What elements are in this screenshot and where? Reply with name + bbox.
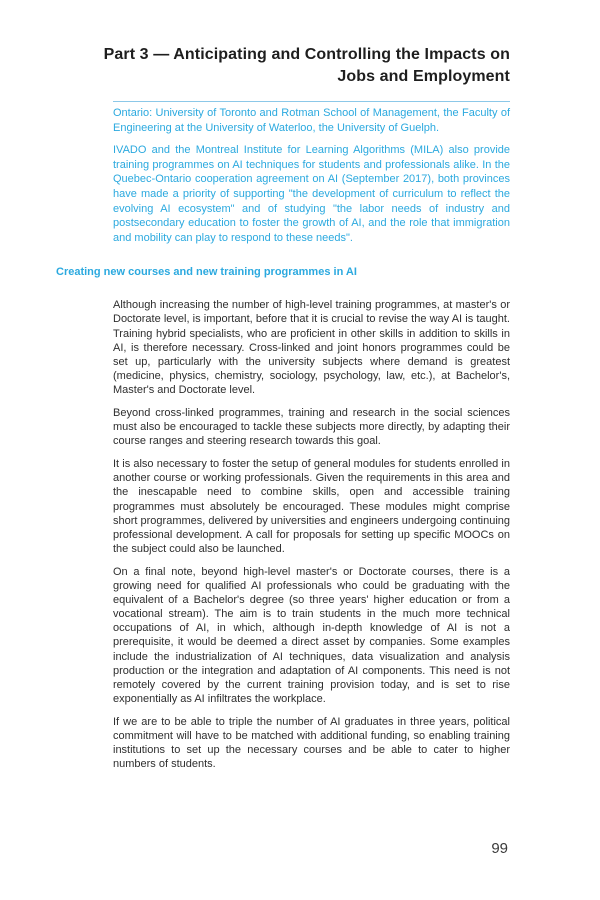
callout-paragraph: IVADO and the Montreal Institute for Learning Algorithms (MILA) also provide training programmes on AI techniques for students and professionals alike. In the Quebec-Ontario cooperation agreement on AI (September 2017), both provinces have made a priority of supporting "the development of curriculum to reflect the evolving AI ecosystem" and of studying "the labor needs of industry and postsecondary education to foster the growth of AI, and the role that immigration and mobility can play to respond to these needs".: [113, 144, 510, 244]
page-title-line1: Part 3 — Anticipating and Controlling the Impacts on: [103, 46, 510, 63]
callout-paragraph: Ontario: University of Toronto and Rotman School of Management, the Faculty of Engineering at the University of Waterloo, the University of Guelph.: [113, 107, 510, 134]
body-paragraph: Beyond cross-linked programmes, training and research in the social sciences must also be encouraged to tackle these subjects more directly, by adapting their course ranges and steering research towards this goal.: [113, 407, 510, 448]
page-title: [100, 44, 510, 88]
body-paragraph: If we are to be able to triple the number of AI graduates in three years, political commitment will have to be matched with additional funding, so enabling training institutions to set up the necessary courses and be able to cater to higher numbers of students.: [113, 715, 510, 771]
body-paragraph: On a final note, beyond high-level master's or Doctorate courses, there is a growing need for qualified AI professionals who could be graduating with the equivalent of a Bachelor's degree (so three years' higher education or from a vocational stream). The aim is to train students in the much more technical occupations of AI, in which, although in-depth knowledge of AI is not a prerequisite, it would be deemed a direct asset by companies. Some examples include the industrialization of AI techniques, data visualization and analysis production or the integration and adaptation of AI components. This need is not remotely covered by the current training provision today, and is set to rise exponentially as AI infiltrates the workplace.: [113, 565, 510, 705]
body-paragraph: It is also necessary to foster the setup of general modules for students enrolled in another course or working professionals. Given the requirements in this area and the inescapable need to combine skills, open and accessible training programmes must absolutely be encouraged. These modules might comprise short programmes, delivered by universities and engineers undergoing continuing professional development. A call for proposals for setting up specific MOOCs on the subject could also be launched.: [113, 458, 510, 555]
section-heading: Creating new courses and new training programmes in AI: [56, 266, 357, 279]
page-number: 99: [491, 840, 508, 857]
body-text: [113, 298, 510, 771]
body-paragraph: Although increasing the number of high-level training programmes, at master's or Doctorate level, is important, before that it is crucial to revise the way AI is taught. Training hybrid specialists, who are proficient in other skills in addition to skills in AI, is therefore necessary. Cross-linked and joint honors programmes could be set up, particularly with the university subjects where demand is greatest (medicine, physics, chemistry, sociology, psychology, law, etc.), at Bachelor's, Master's and Doctorate level.: [113, 299, 510, 396]
page-title-line2: Jobs and Employment: [337, 68, 510, 85]
highlight-callout-block: [113, 101, 510, 245]
